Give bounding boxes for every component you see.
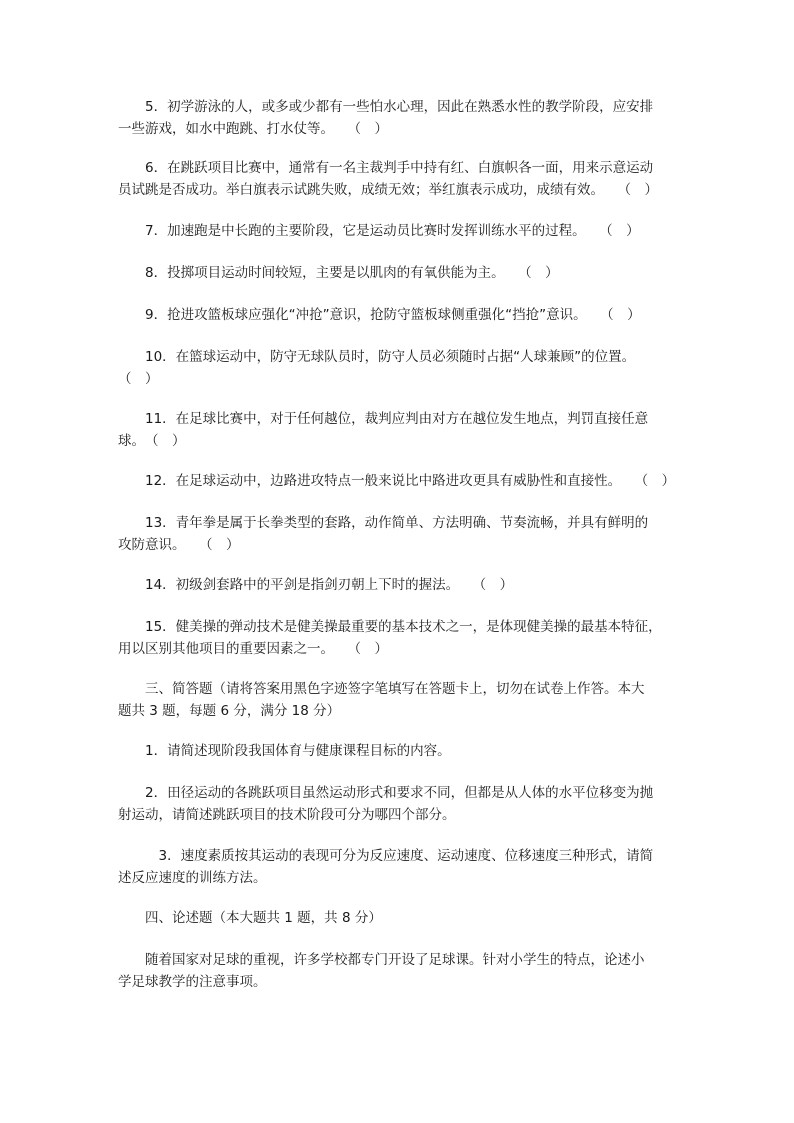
question-5: [118, 96, 688, 140]
short-answer-3-line-1: 3．速度素质按其运动的表现可分为反应速度、运动速度、位移速度三种形式，请简: [118, 848, 654, 864]
question-13-line-2: 攻防意识。 （ ）: [118, 537, 240, 553]
question-11-line-2: 球。 （ ）: [118, 433, 186, 449]
essay-question: [118, 949, 688, 993]
section-3-heading: [118, 678, 688, 722]
section-4-heading: [118, 907, 688, 929]
essay-question-line-2: 学足球教学的注意事项。: [118, 974, 267, 990]
question-10: [118, 346, 688, 390]
short-answer-1-line-1: 1．请简述现阶段我国体育与健康课程目标的内容。: [118, 743, 451, 759]
question-11: [118, 408, 688, 452]
question-11-line-1: 11．在足球比赛中，对于任何越位，裁判应判由对方在越位发生地点，判罚直接任意: [118, 411, 649, 427]
question-14-line-1: 14．初级剑套路中的平剑是指剑刃朝上下时的握法。 （ ）: [118, 577, 514, 593]
section-3-heading-line-1: 三、简答题（请将答案用黑色字迹签字笔填写在答题卡上，切勿在试卷上作答。本大: [118, 681, 645, 697]
section-4-heading-line-1: 四、论述题（本大题共 1 题，共 8 分）: [118, 910, 382, 926]
question-12: [118, 470, 688, 492]
short-answer-2-line-2: 射运动，请简述跳跃项目的技术阶段可分为哪四个部分。: [118, 807, 456, 823]
question-10-line-1: 10．在篮球运动中，防守无球队员时，防守人员必须随时占据“人球兼顾”的位置。: [118, 349, 636, 365]
short-answer-1: [118, 740, 688, 762]
question-5-line-2: 一些游戏，如水中跑跳、打水仗等。 （ ）: [118, 121, 388, 137]
question-15-line-1: 15．健美操的弹动技术是健美操最重要的基本技术之一，是体现健美操的最基本特征，: [118, 619, 662, 635]
question-15-line-2: 用以区别其他项目的重要因素之一。 （ ）: [118, 641, 388, 657]
question-12-line-1: 12．在足球运动中，边路进攻特点一般来说比中路进攻更具有威胁性和直接性。 （ ）: [118, 473, 676, 489]
essay-question-line-1: 随着国家对足球的重视，许多学校都专门开设了足球课。针对小学生的特点，论述小: [118, 952, 645, 968]
question-6: [118, 157, 688, 201]
question-7-line-1: 7．加速跑是中长跑的主要阶段，它是运动员比赛时发挥训练水平的过程。 （ ）: [118, 223, 640, 239]
short-answer-2-line-1: 2．田径运动的各跳跃项目虽然运动形式和要求不同，但都是从人体的水平位移变为抛: [118, 785, 654, 801]
short-answer-3: [118, 845, 688, 889]
question-8: [118, 262, 688, 284]
question-9-line-1: 9．抢进攻篮板球应强化“冲抢”意识，抢防守篮板球侧重强化“挡抢”意识。 （ ）: [118, 307, 641, 323]
question-8-line-1: 8．投掷项目运动时间较短，主要是以肌肉的有氧供能为主。 （ ）: [118, 265, 559, 281]
question-13: [118, 512, 688, 556]
question-14: [118, 574, 688, 596]
question-6-line-1: 6．在跳跃项目比赛中，通常有一名主裁判手中持有红、白旗帜各一面，用来示意运动: [118, 160, 654, 176]
short-answer-2: [118, 782, 688, 826]
section-3-heading-line-2: 题共 3 题，每题 6 分，满分 18 分）: [118, 703, 341, 719]
short-answer-3-line-2: 述反应速度的训练方法。: [118, 870, 267, 886]
question-7: [118, 220, 688, 242]
question-10-line-2: （ ）: [118, 371, 159, 387]
question-5-line-1: 5．初学游泳的人，或多或少都有一些怕水心理，因此在熟悉水性的教学阶段，应安排: [118, 99, 654, 115]
question-6-line-2: 员试跳是否成功。举白旗表示试跳失败，成绩无效；举红旗表示成功，成绩有效。 （ ）: [118, 182, 658, 198]
question-15: [118, 616, 688, 660]
question-13-line-1: 13．青年拳是属于长拳类型的套路，动作简单、方法明确、节奏流畅，并具有鲜明的: [118, 515, 649, 531]
question-9: [118, 304, 688, 326]
